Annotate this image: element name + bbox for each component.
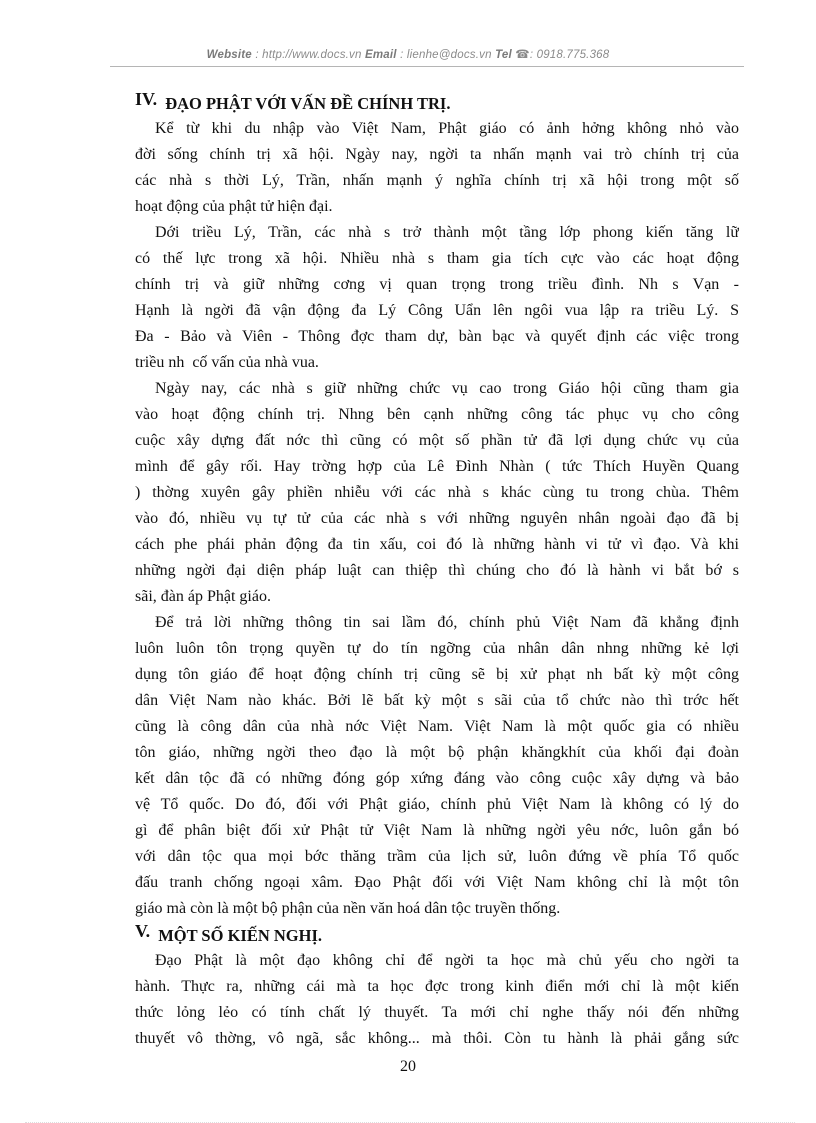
text-line: vệ Tổ quốc. Do đó, đối với Phật giáo, chính phủ Việt Nam là không có lý do [135,796,739,813]
section-iv-title: ĐẠO PHẬT VỚI VẤN ĐỀ CHÍNH TRỊ. [165,94,451,113]
text-line: Kể từ khi du nhập vào Việt Nam, Phật giáo có ảnh hởng không nhỏ vào [155,120,739,137]
text-line: những ngời đại diện pháp luật can thiệp thì chúng cho đó là hành vi bắt bớ s [135,562,739,579]
tel-value: : 0918.775.368 [529,49,610,61]
text-line: giáo mà còn là một bộ phận của nền văn hoá dân tộc truyền thống. [135,900,561,917]
text-line: mình để gây rối. Hay trờng hợp của Lê Đình Nhàn ( tức Thích Huyền Quang [135,458,739,475]
email-label: Email [365,49,397,61]
header-divider [110,66,744,67]
page-header [0,47,816,61]
text-line: thức lỏng lẻo có tính chất lý thuyết. Ta mới chỉ nghe thấy nói đến những [135,1004,739,1021]
section-v-title: MỘT SỐ KIẾN NGHỊ. [158,926,322,945]
text-line: có thế lực trong xã hội. Nhiều nhà s tham gia tích cực vào các hoạt động [135,250,739,267]
phone-icon: ☎ [515,49,530,61]
email-value: : lienhe@docs.vn [400,49,492,61]
text-line: vào đó, nhiều vụ tự tử của các nhà s với những nguyên nhân ngoài đạo đã bị [135,510,739,527]
section-v-heading [135,922,739,948]
text-line: Hạnh là ngời đã vận động đa Lý Công Uẩn lên ngôi vua lập ra triều Lý. S [135,302,739,319]
text-line: luôn luôn tôn trọng quyền tự do tín ngỡng của nhân dân nhng những kẻ lợi [135,640,739,657]
text-line: cuộc xây dựng đất nớc thì cũng có một số phần tử đã lợi dụng chức vụ của [135,432,739,449]
text-line: triều nh cố vấn của nhà vua. [135,354,319,371]
section-iv-paragraphs [135,116,739,922]
text-line: Dới triều Lý, Trần, các nhà s trở thành một tầng lớp phong kiến tăng lữ [155,224,739,241]
text-line: chính trị và giữ những cơng vị quan trọng trong triều đình. Nh s Vạn - [135,276,739,293]
section-v-number: V. [135,921,151,941]
text-line: cũng là công dân của nhà nớc Việt Nam. Việt Nam là một quốc gia có nhiều [135,718,739,735]
text-line: hành. Thực ra, những cái mà ta học đợc trong kinh điển mới chỉ là một kiến [135,978,739,995]
website-label: Website [206,49,252,61]
text-line: Ngày nay, các nhà s giữ những chức vụ cao trong Giáo hội cũng tham gia [155,380,739,397]
text-line: cách phe phái phản động đa tin xấu, coi đó là những hành vi tử vì đạo. Và khi [135,536,739,553]
text-line: đời sống chính trị xã hội. Ngày nay, ngời ta nhấn mạnh vai trò chính trị của [135,146,739,163]
text-line: ) thờng xuyên gây phiền nhiễu với các nhà s khác cùng tu trong chùa. Thêm [135,484,739,501]
tel-label: Tel [495,49,512,61]
section-iv-heading [135,90,739,116]
section-iv-number: IV. [135,89,158,109]
text-line: gì để phân biệt đối xử Phật tử Việt Nam là những ngời yêu nớc, luôn gắn bó [135,822,739,839]
text-line: Để trả lời những thông tin sai lầm đó, chính phủ Việt Nam đã khẳng định [155,614,739,631]
text-line: với dân tộc qua mọi bớc thăng trầm của lịch sử, luôn đứng về phía Tổ quốc [135,848,739,865]
text-line: thuyết vô thờng, vô ngã, sắc không... mà thôi. Còn tu hành là phải gắng sức [135,1030,739,1047]
text-line: sãi, đàn áp Phật giáo. [135,588,271,605]
text-line: tôn giáo, những ngời theo đạo là một bộ phận khăngkhít của khối đại đoàn [135,744,739,761]
text-line: đấu tranh chống ngoại xâm. Đạo Phật đối với Việt Nam không chỉ là một tôn [135,874,739,891]
text-line: vào hoạt động chính trị. Nhng bên cạnh những công tác phục vụ cho công [135,406,739,423]
text-line: dân Việt Nam nào khác. Bởi lẽ bất kỳ một s sãi của tổ chức nào thì trớc hết [135,692,739,709]
text-line: hoạt động của phật tử hiện đại. [135,198,333,215]
text-line: các nhà s thời Lý, Trần, nhấn mạnh ý nghĩa chính trị xã hội trong một số [135,172,739,189]
text-line: kết dân tộc đã có những đóng góp xứng đáng vào công cuộc xây dựng và bảo [135,770,739,787]
section-v-paragraphs [135,948,739,1052]
website-value: : http://www.docs.vn [255,49,362,61]
text-line: Đạo Phật là một đạo không chỉ để ngời ta học mà chủ yếu cho ngời ta [155,952,739,969]
text-line: dụng tôn giáo để hoạt động chính trị cũng sẽ bị xử phạt nh bất kỳ một công [135,666,739,683]
document-body [135,90,739,1052]
text-line: Đa - Bảo và Viên - Thông đợc tham dự, bàn bạc và quyết định các việc trong [135,328,739,345]
page-number: 20 [400,1058,416,1075]
